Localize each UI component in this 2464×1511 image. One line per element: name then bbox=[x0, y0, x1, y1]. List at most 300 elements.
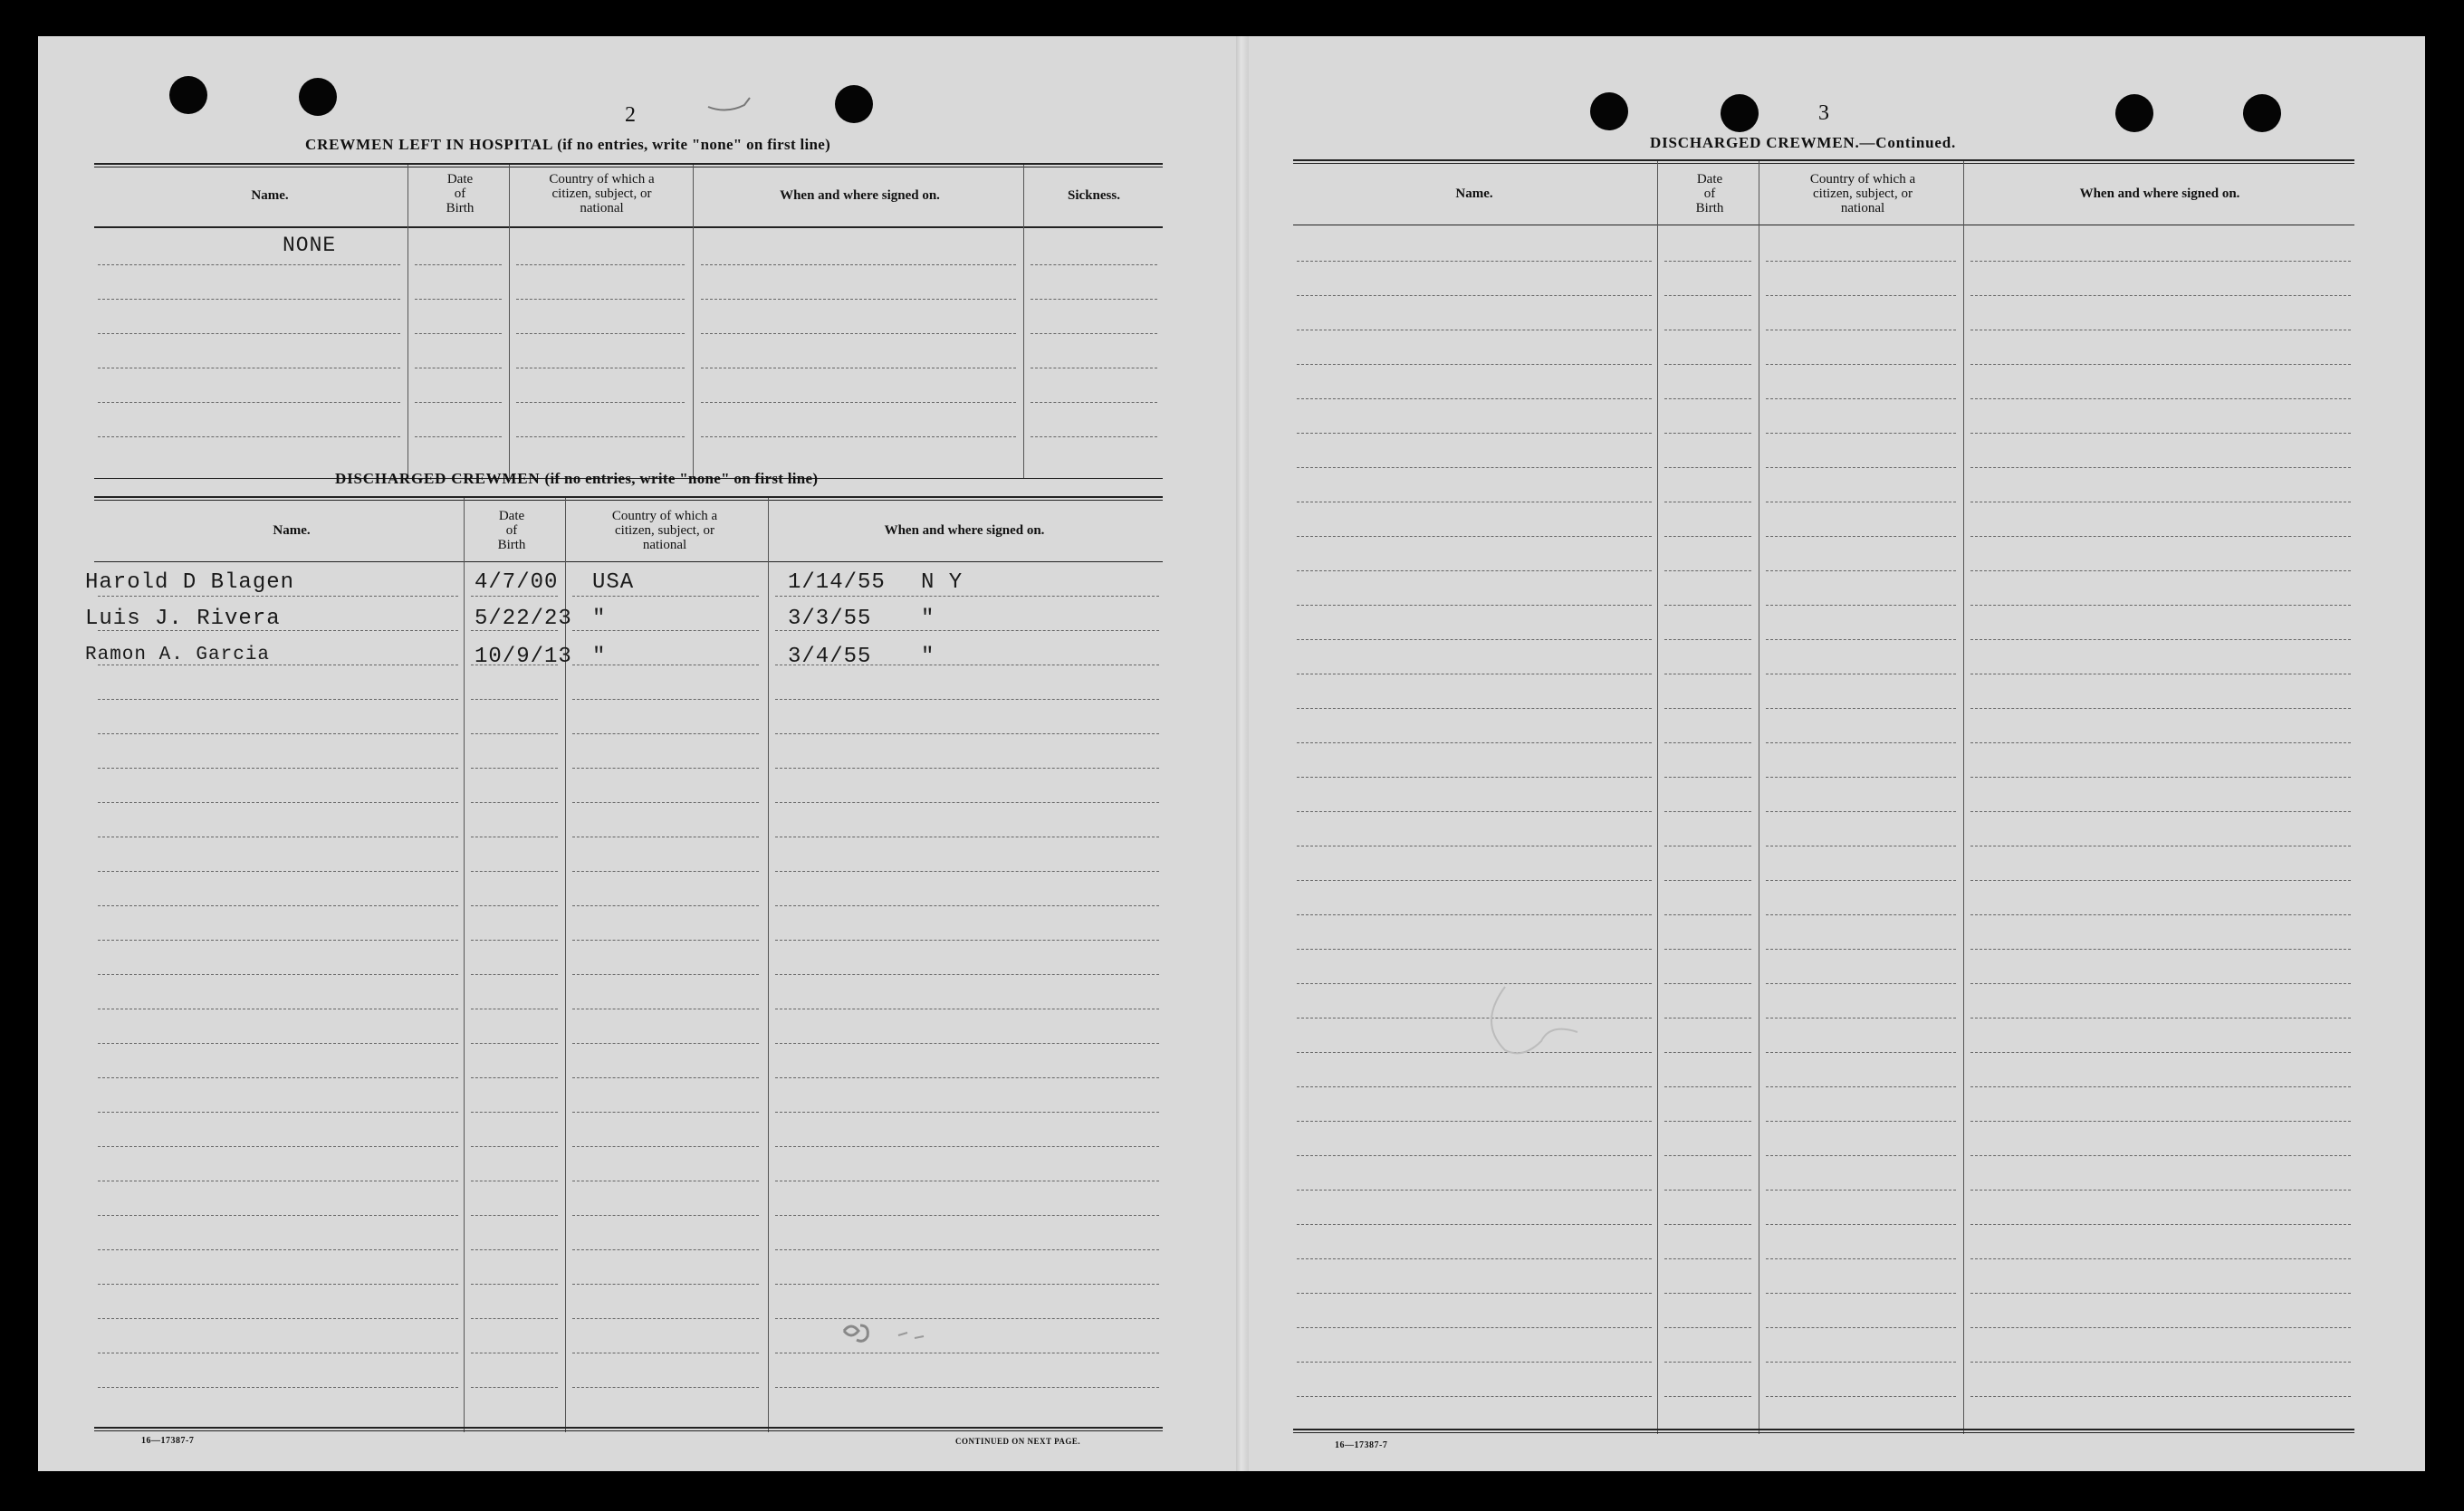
ruled-line bbox=[1031, 299, 1157, 300]
ruled-line bbox=[572, 768, 759, 769]
ruled-line bbox=[1297, 708, 1652, 709]
ruled-line bbox=[98, 630, 458, 631]
ruled-line bbox=[471, 802, 558, 803]
ruled-line bbox=[775, 1387, 1159, 1388]
ruled-line bbox=[1766, 467, 1956, 468]
ruled-line bbox=[1970, 398, 2351, 399]
ruled-line bbox=[1970, 364, 2351, 365]
ruled-line bbox=[1297, 1155, 1652, 1156]
ruled-line bbox=[1766, 949, 1956, 950]
hospital-top-rule bbox=[94, 163, 1163, 167]
hospital-divider bbox=[509, 165, 510, 478]
ruled-line bbox=[1970, 433, 2351, 434]
ruled-line bbox=[1766, 742, 1956, 743]
ruled-line bbox=[1297, 467, 1652, 468]
discharged-row-signed-place: N Y bbox=[921, 570, 964, 595]
discharged-row-name: Harold D Blagen bbox=[85, 570, 295, 595]
ruled-line bbox=[1766, 983, 1956, 984]
ruled-line bbox=[1031, 402, 1157, 403]
ruled-line bbox=[1297, 398, 1652, 399]
ruled-line bbox=[1664, 1293, 1751, 1294]
ruled-line bbox=[1031, 333, 1157, 334]
ruled-line bbox=[775, 1215, 1159, 1216]
ruled-line bbox=[471, 630, 558, 631]
ruled-line bbox=[1970, 811, 2351, 812]
page-gutter bbox=[1236, 36, 1249, 1471]
discharged-row-dob: 4/7/00 bbox=[475, 570, 559, 595]
ruled-line bbox=[572, 630, 759, 631]
ruled-line bbox=[775, 871, 1159, 872]
right-col-name: Name. bbox=[1455, 186, 1493, 201]
ruled-line bbox=[98, 871, 458, 872]
ruled-line bbox=[1664, 949, 1751, 950]
ruled-line bbox=[1297, 639, 1652, 640]
discharged-col-country bbox=[563, 509, 766, 552]
right-divider bbox=[1657, 161, 1658, 1434]
right-col-country-2: citizen, subject, or bbox=[1813, 186, 1913, 201]
discharged-title-text: DISCHARGED CREWMEN bbox=[335, 470, 541, 487]
ruled-line bbox=[1297, 949, 1652, 950]
ruled-line bbox=[775, 1318, 1159, 1319]
ruled-line bbox=[1031, 436, 1157, 437]
ruled-line bbox=[415, 264, 502, 265]
ruled-line bbox=[98, 1043, 458, 1044]
right-col-country-3: national bbox=[1840, 201, 1885, 215]
discharged-row-name: Ramon A. Garcia bbox=[85, 645, 271, 665]
punch-hole bbox=[2243, 94, 2281, 132]
faint-pencil-mark bbox=[1469, 969, 1614, 1077]
ruled-line bbox=[1297, 364, 1652, 365]
ruled-line bbox=[1297, 742, 1652, 743]
ruled-line bbox=[1970, 467, 2351, 468]
hospital-col-dob-2: of bbox=[454, 186, 466, 201]
ruled-line bbox=[1664, 1327, 1751, 1328]
right-form-number: 16—17387-7 bbox=[1335, 1440, 1388, 1450]
ruled-line bbox=[1970, 1293, 2351, 1294]
ruled-line bbox=[572, 1043, 759, 1044]
ruled-line bbox=[1664, 1086, 1751, 1087]
discharged-col-dob-3: Birth bbox=[497, 538, 526, 552]
ruled-line bbox=[471, 733, 558, 734]
ruled-line bbox=[1970, 880, 2351, 881]
right-divider bbox=[1963, 161, 1964, 1434]
ruled-line bbox=[1297, 1362, 1652, 1363]
ruled-line bbox=[1297, 1224, 1652, 1225]
discharged-col-dob-2: of bbox=[505, 523, 518, 538]
ruled-line bbox=[1297, 914, 1652, 915]
ruled-line bbox=[572, 699, 759, 700]
ruled-line bbox=[1297, 811, 1652, 812]
ruled-line bbox=[775, 905, 1159, 906]
continued-note: CONTINUED ON NEXT PAGE. bbox=[955, 1437, 1081, 1446]
pencil-mark-tick bbox=[704, 91, 767, 118]
ruled-line bbox=[1970, 1190, 2351, 1191]
ruled-line bbox=[572, 1146, 759, 1147]
ruled-line bbox=[1031, 264, 1157, 265]
ruled-line bbox=[1766, 880, 1956, 881]
ruled-line bbox=[1766, 1258, 1956, 1259]
ruled-line bbox=[98, 596, 458, 597]
ruled-line bbox=[98, 699, 458, 700]
hospital-col-country-1: Country of which a bbox=[549, 172, 655, 186]
ruled-line bbox=[415, 299, 502, 300]
ruled-line bbox=[1664, 983, 1751, 984]
discharged-title-instruction: (if no entries, write "none" on first line) bbox=[544, 470, 819, 487]
ruled-line bbox=[1664, 364, 1751, 365]
discharged-col-signed: When and where signed on. bbox=[884, 523, 1045, 538]
ruled-line bbox=[98, 333, 400, 334]
ruled-line bbox=[1664, 1396, 1751, 1397]
ruled-line bbox=[471, 940, 558, 941]
ruled-line bbox=[1297, 295, 1652, 296]
ruled-line bbox=[572, 1387, 759, 1388]
discharged-row-dob: 5/22/23 bbox=[475, 607, 572, 631]
ruled-line bbox=[1664, 1362, 1751, 1363]
ruled-line bbox=[1970, 914, 2351, 915]
ruled-line bbox=[1766, 1327, 1956, 1328]
ruled-line bbox=[1970, 1224, 2351, 1225]
ruled-line bbox=[1664, 811, 1751, 812]
right-bottom-rule bbox=[1293, 1429, 2354, 1433]
ruled-line bbox=[701, 402, 1016, 403]
ruled-line bbox=[572, 940, 759, 941]
hospital-title-text: CREWMEN LEFT IN HOSPITAL bbox=[305, 136, 553, 153]
ruled-line bbox=[1766, 1052, 1956, 1053]
ruled-line bbox=[1664, 777, 1751, 778]
hospital-col-dob bbox=[409, 172, 511, 215]
ruled-line bbox=[1766, 1086, 1956, 1087]
ruled-line bbox=[1664, 639, 1751, 640]
ruled-line bbox=[1766, 1155, 1956, 1156]
ruled-line bbox=[1664, 914, 1751, 915]
left-page-number: 2 bbox=[625, 103, 636, 127]
discharged-row-name: Luis J. Rivera bbox=[85, 607, 281, 631]
ruled-line bbox=[1664, 742, 1751, 743]
ruled-line bbox=[1766, 1293, 1956, 1294]
ruled-line bbox=[516, 264, 685, 265]
ruled-line bbox=[98, 1077, 458, 1078]
ruled-line bbox=[1970, 708, 2351, 709]
ruled-line bbox=[1664, 880, 1751, 881]
ruled-line bbox=[471, 974, 558, 975]
discharged-col-country-2: citizen, subject, or bbox=[615, 523, 714, 538]
ruled-line bbox=[1766, 1190, 1956, 1191]
ruled-line bbox=[98, 1146, 458, 1147]
ruled-line bbox=[98, 436, 400, 437]
punch-hole bbox=[299, 78, 337, 116]
ruled-line bbox=[1970, 1362, 2351, 1363]
ruled-line bbox=[1970, 639, 2351, 640]
ruled-line bbox=[1766, 536, 1956, 537]
discharged-row-country: USA bbox=[592, 570, 635, 595]
ruled-line bbox=[775, 733, 1159, 734]
right-col-dob-3: Birth bbox=[1695, 201, 1724, 215]
ruled-line bbox=[1766, 261, 1956, 262]
ruled-line bbox=[1766, 364, 1956, 365]
ruled-line bbox=[572, 974, 759, 975]
ruled-line bbox=[1970, 605, 2351, 606]
ruled-line bbox=[1970, 1121, 2351, 1122]
ruled-line bbox=[471, 871, 558, 872]
right-page-number: 3 bbox=[1818, 101, 1829, 125]
discharged-col-name: Name. bbox=[273, 523, 311, 538]
ruled-line bbox=[1297, 1293, 1652, 1294]
ruled-line bbox=[98, 733, 458, 734]
ruled-line bbox=[1766, 570, 1956, 571]
ruled-line bbox=[1664, 1190, 1751, 1191]
ruled-line bbox=[701, 333, 1016, 334]
hospital-col-dob-3: Birth bbox=[446, 201, 475, 215]
ruled-line bbox=[471, 1284, 558, 1285]
document-sheet bbox=[38, 36, 2425, 1471]
ruled-line bbox=[1970, 1086, 2351, 1087]
ruled-line bbox=[1766, 1224, 1956, 1225]
ruled-line bbox=[471, 768, 558, 769]
hospital-col-name: Name. bbox=[251, 188, 289, 203]
hospital-section-title bbox=[305, 136, 830, 154]
ruled-line bbox=[1297, 261, 1652, 262]
hospital-col-country-3: national bbox=[580, 201, 624, 215]
ruled-line bbox=[1664, 398, 1751, 399]
hospital-divider bbox=[407, 165, 408, 478]
ruled-line bbox=[572, 802, 759, 803]
ruled-line bbox=[572, 1077, 759, 1078]
ruled-line bbox=[471, 1215, 558, 1216]
ruled-line bbox=[471, 1318, 558, 1319]
ruled-line bbox=[775, 1043, 1159, 1044]
discharged-top-rule bbox=[94, 496, 1163, 501]
discharged-header-rule bbox=[94, 561, 1163, 562]
discharged-col-country-3: national bbox=[642, 538, 687, 552]
hospital-col-country bbox=[509, 172, 695, 215]
ruled-line bbox=[98, 1387, 458, 1388]
ruled-line bbox=[572, 1318, 759, 1319]
ruled-line bbox=[572, 1215, 759, 1216]
ruled-line bbox=[775, 802, 1159, 803]
ruled-line bbox=[98, 802, 458, 803]
ruled-line bbox=[98, 1112, 458, 1113]
discharged-col-dob bbox=[462, 509, 561, 552]
ruled-line bbox=[471, 1043, 558, 1044]
ruled-line bbox=[1766, 398, 1956, 399]
hospital-col-sickness: Sickness. bbox=[1068, 188, 1120, 203]
ruled-line bbox=[1664, 295, 1751, 296]
ruled-line bbox=[775, 1077, 1159, 1078]
left-form-number: 16—17387-7 bbox=[141, 1436, 195, 1446]
ruled-line bbox=[1664, 261, 1751, 262]
ruled-line bbox=[516, 436, 685, 437]
ruled-line bbox=[1970, 1258, 2351, 1259]
hospital-col-dob-1: Date bbox=[446, 172, 474, 186]
ruled-line bbox=[516, 333, 685, 334]
ruled-line bbox=[775, 1284, 1159, 1285]
ruled-line bbox=[572, 1112, 759, 1113]
punch-hole bbox=[1721, 94, 1759, 132]
ruled-line bbox=[1970, 261, 2351, 262]
ruled-line bbox=[471, 1146, 558, 1147]
ruled-line bbox=[1297, 1396, 1652, 1397]
ruled-line bbox=[1766, 777, 1956, 778]
ruled-line bbox=[701, 436, 1016, 437]
hospital-divider bbox=[1023, 165, 1024, 478]
ruled-line bbox=[775, 596, 1159, 597]
ruled-line bbox=[1297, 536, 1652, 537]
punch-hole bbox=[835, 85, 873, 123]
hospital-divider bbox=[693, 165, 694, 478]
ruled-line bbox=[471, 1249, 558, 1250]
ruled-line bbox=[1970, 295, 2351, 296]
ruled-line bbox=[1766, 708, 1956, 709]
ruled-line bbox=[1664, 570, 1751, 571]
ruled-line bbox=[572, 871, 759, 872]
ruled-line bbox=[98, 1215, 458, 1216]
ruled-line bbox=[1766, 914, 1956, 915]
ruled-line bbox=[1664, 536, 1751, 537]
ruled-line bbox=[471, 699, 558, 700]
ruled-line bbox=[1664, 605, 1751, 606]
ruled-line bbox=[572, 596, 759, 597]
discharged-row-signed-place: " bbox=[921, 607, 935, 631]
ruled-line bbox=[1970, 536, 2351, 537]
discharged-col-dob-1: Date bbox=[498, 509, 525, 523]
ruled-line bbox=[1297, 777, 1652, 778]
ruled-line bbox=[1766, 1396, 1956, 1397]
ruled-line bbox=[572, 1249, 759, 1250]
punch-hole bbox=[169, 76, 207, 114]
ruled-line bbox=[1664, 1052, 1751, 1053]
ruled-line bbox=[1664, 1121, 1751, 1122]
ruled-line bbox=[775, 768, 1159, 769]
ruled-line bbox=[1297, 570, 1652, 571]
ruled-line bbox=[775, 1146, 1159, 1147]
ruled-line bbox=[775, 630, 1159, 631]
ruled-line bbox=[98, 299, 400, 300]
ruled-line bbox=[1766, 605, 1956, 606]
right-col-country-1: Country of which a bbox=[1809, 172, 1916, 186]
right-section-title: DISCHARGED CREWMEN.—Continued. bbox=[1650, 134, 1957, 151]
ruled-line bbox=[701, 299, 1016, 300]
ruled-line bbox=[415, 402, 502, 403]
ruled-line bbox=[1970, 777, 2351, 778]
ruled-line bbox=[1970, 949, 2351, 950]
ruled-line bbox=[572, 733, 759, 734]
discharged-row-signed-place: " bbox=[921, 645, 935, 669]
ruled-line bbox=[1664, 467, 1751, 468]
ruled-line bbox=[1970, 1327, 2351, 1328]
ruled-line bbox=[1664, 433, 1751, 434]
right-col-signed: When and where signed on. bbox=[2079, 186, 2240, 201]
ruled-line bbox=[1664, 1258, 1751, 1259]
discharged-divider bbox=[565, 498, 566, 1432]
ruled-line bbox=[572, 905, 759, 906]
ruled-line bbox=[1766, 639, 1956, 640]
ruled-line bbox=[98, 402, 400, 403]
ruled-line bbox=[1766, 1362, 1956, 1363]
right-col-dob bbox=[1659, 172, 1760, 215]
discharged-row-signed-date: 3/3/55 bbox=[788, 607, 872, 631]
ruled-line bbox=[1766, 433, 1956, 434]
ruled-line bbox=[1664, 1224, 1751, 1225]
pencil-mark-scribble bbox=[835, 1313, 935, 1358]
ruled-line bbox=[1970, 1052, 2351, 1053]
ruled-line bbox=[775, 699, 1159, 700]
ruled-line bbox=[1970, 742, 2351, 743]
discharged-row-country: " bbox=[592, 645, 607, 669]
ruled-line bbox=[98, 264, 400, 265]
hospital-title-instruction: (if no entries, write "none" on first line) bbox=[557, 136, 831, 153]
discharged-section-title bbox=[335, 470, 818, 488]
ruled-line bbox=[1766, 295, 1956, 296]
discharged-row-signed-date: 3/4/55 bbox=[788, 645, 872, 669]
ruled-line bbox=[98, 905, 458, 906]
ruled-line bbox=[1766, 811, 1956, 812]
discharged-row-signed-date: 1/14/55 bbox=[788, 570, 886, 595]
discharged-row-dob: 10/9/13 bbox=[475, 645, 572, 669]
ruled-line bbox=[98, 1249, 458, 1250]
ruled-line bbox=[471, 1387, 558, 1388]
ruled-line bbox=[572, 1284, 759, 1285]
discharged-row-country: " bbox=[592, 607, 607, 631]
ruled-line bbox=[1297, 1258, 1652, 1259]
ruled-line bbox=[701, 264, 1016, 265]
hospital-col-country-2: citizen, subject, or bbox=[551, 186, 652, 201]
ruled-line bbox=[1297, 605, 1652, 606]
hospital-header-rule bbox=[94, 226, 1163, 228]
punch-hole bbox=[2115, 94, 2153, 132]
ruled-line bbox=[1297, 1190, 1652, 1191]
ruled-line bbox=[775, 1112, 1159, 1113]
ruled-line bbox=[516, 402, 685, 403]
ruled-line bbox=[1297, 1121, 1652, 1122]
right-top-rule bbox=[1293, 159, 2354, 164]
ruled-line bbox=[775, 1249, 1159, 1250]
right-col-dob-1: Date bbox=[1696, 172, 1723, 186]
ruled-line bbox=[415, 436, 502, 437]
discharged-divider bbox=[464, 498, 465, 1432]
punch-hole bbox=[1590, 92, 1628, 130]
ruled-line bbox=[1970, 570, 2351, 571]
ruled-line bbox=[1766, 1121, 1956, 1122]
ruled-line bbox=[98, 1284, 458, 1285]
ruled-line bbox=[1970, 1155, 2351, 1156]
ruled-line bbox=[415, 333, 502, 334]
right-col-dob-2: of bbox=[1703, 186, 1716, 201]
ruled-line bbox=[471, 1112, 558, 1113]
ruled-line bbox=[1664, 708, 1751, 709]
ruled-line bbox=[1970, 1396, 2351, 1397]
ruled-line bbox=[98, 940, 458, 941]
ruled-line bbox=[775, 940, 1159, 941]
ruled-line bbox=[775, 974, 1159, 975]
ruled-line bbox=[98, 768, 458, 769]
right-col-country bbox=[1760, 172, 1965, 215]
ruled-line bbox=[98, 1318, 458, 1319]
discharged-divider bbox=[768, 498, 769, 1432]
ruled-line bbox=[471, 905, 558, 906]
ruled-line bbox=[471, 596, 558, 597]
ruled-line bbox=[1970, 983, 2351, 984]
discharged-col-country-1: Country of which a bbox=[611, 509, 718, 523]
ruled-line bbox=[1297, 1086, 1652, 1087]
hospital-col-signed: When and where signed on. bbox=[780, 188, 940, 203]
ruled-line bbox=[1297, 880, 1652, 881]
ruled-line bbox=[471, 1077, 558, 1078]
ruled-line bbox=[1297, 433, 1652, 434]
ruled-line bbox=[516, 299, 685, 300]
ruled-line bbox=[1297, 1327, 1652, 1328]
ruled-line bbox=[1664, 1155, 1751, 1156]
ruled-line bbox=[98, 974, 458, 975]
